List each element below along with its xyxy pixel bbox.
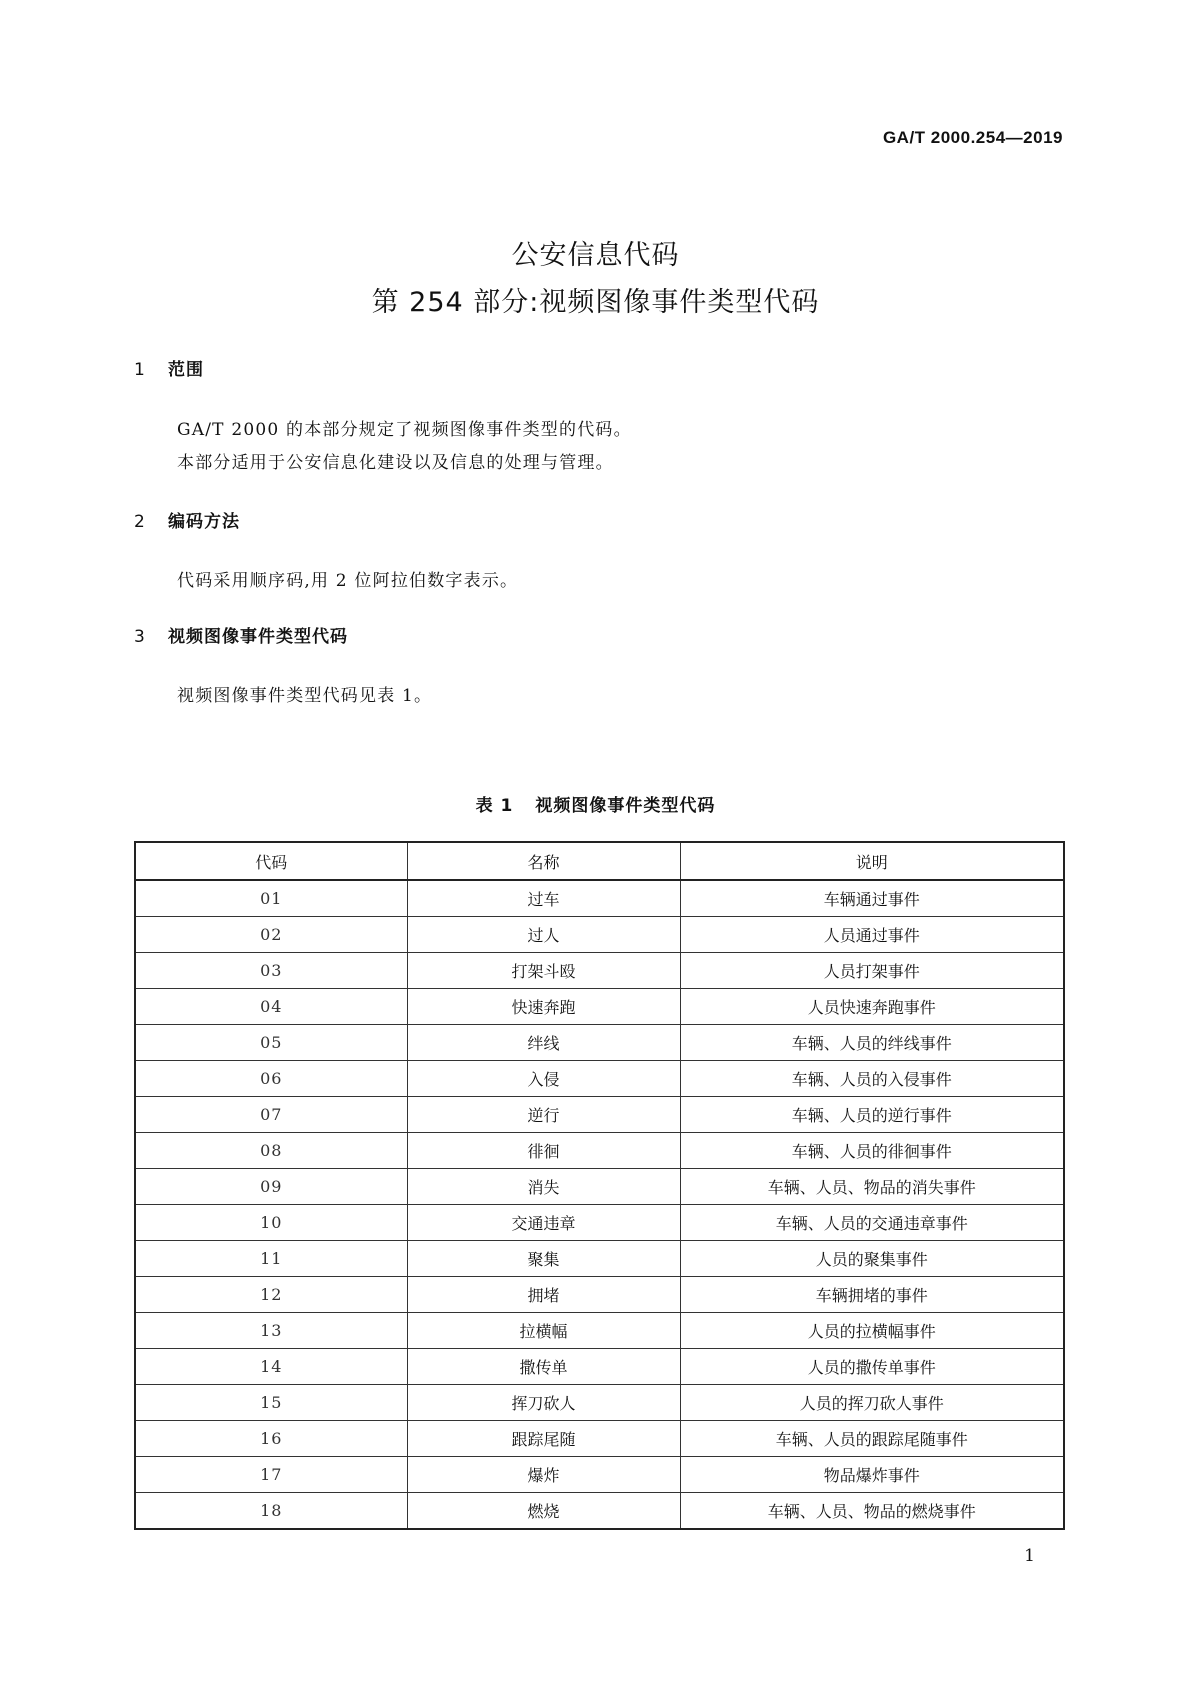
- cell-description: 车辆、人员的徘徊事件: [680, 1133, 1064, 1169]
- cell-name: 过车: [407, 880, 680, 917]
- table-caption-title: 视频图像事件类型代码: [535, 796, 716, 816]
- cell-description: 人员的挥刀砍人事件: [680, 1385, 1064, 1421]
- cell-name: 爆炸: [407, 1457, 680, 1493]
- cell-code: 05: [135, 1025, 407, 1061]
- column-header-code: 代码: [135, 842, 407, 880]
- table-row: [135, 1457, 1064, 1493]
- cell-description: 车辆拥堵的事件: [680, 1277, 1064, 1313]
- cell-code: 06: [135, 1061, 407, 1097]
- table-row: [135, 1061, 1064, 1097]
- column-header-description: 说明: [680, 842, 1064, 880]
- page-number: 1: [1024, 1546, 1035, 1566]
- cell-name: 打架斗殴: [407, 953, 680, 989]
- cell-code: 14: [135, 1349, 407, 1385]
- table-row: [135, 989, 1064, 1025]
- cell-name: 逆行: [407, 1097, 680, 1133]
- cell-code: 07: [135, 1097, 407, 1133]
- cell-code: 12: [135, 1277, 407, 1313]
- cell-code: 10: [135, 1205, 407, 1241]
- cell-description: 车辆、人员的绊线事件: [680, 1025, 1064, 1061]
- cell-code: 01: [135, 880, 407, 917]
- cell-description: 车辆、人员的入侵事件: [680, 1061, 1064, 1097]
- table-row: [135, 1493, 1064, 1530]
- cell-name: 入侵: [407, 1061, 680, 1097]
- cell-code: 08: [135, 1133, 407, 1169]
- cell-code: 09: [135, 1169, 407, 1205]
- document-subtitle: 第 254 部分:视频图像事件类型代码: [371, 287, 820, 318]
- section-number: 1: [134, 360, 146, 380]
- cell-code: 04: [135, 989, 407, 1025]
- cell-name: 跟踪尾随: [407, 1421, 680, 1457]
- cell-description: 车辆通过事件: [680, 880, 1064, 917]
- table-row: [135, 1169, 1064, 1205]
- cell-code: 15: [135, 1385, 407, 1421]
- cell-name: 绊线: [407, 1025, 680, 1061]
- table-row: [135, 1241, 1064, 1277]
- table-row: [135, 880, 1064, 917]
- column-header-name: 名称: [407, 842, 680, 880]
- cell-description: 人员打架事件: [680, 953, 1064, 989]
- cell-description: 人员的拉横幅事件: [680, 1313, 1064, 1349]
- cell-name: 交通违章: [407, 1205, 680, 1241]
- table-row: [135, 1205, 1064, 1241]
- cell-description: 物品爆炸事件: [680, 1457, 1064, 1493]
- section-title: 视频图像事件类型代码: [168, 627, 348, 647]
- paragraph: 视频图像事件类型代码见表 1。: [177, 686, 433, 706]
- cell-code: 17: [135, 1457, 407, 1493]
- event-type-code-table: [134, 841, 1065, 1530]
- table-row: [135, 1133, 1064, 1169]
- cell-code: 18: [135, 1493, 407, 1530]
- cell-description: 车辆、人员的跟踪尾随事件: [680, 1421, 1064, 1457]
- cell-description: 车辆、人员的逆行事件: [680, 1097, 1064, 1133]
- paragraph: 代码采用顺序码,用 2 位阿拉伯数字表示。: [177, 571, 519, 591]
- cell-name: 撒传单: [407, 1349, 680, 1385]
- table-row: [135, 1385, 1064, 1421]
- cell-name: 挥刀砍人: [407, 1385, 680, 1421]
- table-row: [135, 1277, 1064, 1313]
- cell-code: 16: [135, 1421, 407, 1457]
- cell-description: 车辆、人员的交通违章事件: [680, 1205, 1064, 1241]
- standard-code: GA/T 2000.254—2019: [882, 128, 1063, 147]
- table-row: [135, 1025, 1064, 1061]
- document-title: 公安信息代码: [511, 240, 680, 271]
- section-number: 2: [134, 512, 146, 532]
- table-row: [135, 1349, 1064, 1385]
- table-row: [135, 917, 1064, 953]
- cell-description: 车辆、人员、物品的消失事件: [680, 1169, 1064, 1205]
- cell-name: 拉横幅: [407, 1313, 680, 1349]
- cell-description: 车辆、人员、物品的燃烧事件: [680, 1493, 1064, 1530]
- table-row: [135, 1421, 1064, 1457]
- section-heading: [134, 507, 240, 532]
- section-heading: [134, 355, 204, 380]
- table-caption: [0, 791, 1191, 816]
- section-title: 编码方法: [168, 512, 240, 532]
- cell-name: 徘徊: [407, 1133, 680, 1169]
- section-number: 3: [134, 627, 146, 647]
- table-row: [135, 1313, 1064, 1349]
- cell-code: 03: [135, 953, 407, 989]
- cell-name: 燃烧: [407, 1493, 680, 1530]
- cell-name: 消失: [407, 1169, 680, 1205]
- table-body: [135, 880, 1064, 1529]
- cell-description: 人员的聚集事件: [680, 1241, 1064, 1277]
- table-header-row: [135, 842, 1064, 880]
- section-heading: [134, 622, 348, 647]
- cell-code: 11: [135, 1241, 407, 1277]
- cell-name: 拥堵: [407, 1277, 680, 1313]
- cell-code: 13: [135, 1313, 407, 1349]
- section-title: 范围: [168, 360, 204, 380]
- cell-name: 聚集: [407, 1241, 680, 1277]
- table-row: [135, 1097, 1064, 1133]
- paragraph: 本部分适用于公安信息化建设以及信息的处理与管理。: [177, 453, 614, 473]
- cell-name: 过人: [407, 917, 680, 953]
- cell-name: 快速奔跑: [407, 989, 680, 1025]
- paragraph: GA/T 2000 的本部分规定了视频图像事件类型的代码。: [177, 420, 632, 440]
- table-caption-number: 表 1: [475, 796, 514, 816]
- cell-description: 人员的撒传单事件: [680, 1349, 1064, 1385]
- table-row: [135, 953, 1064, 989]
- cell-description: 人员快速奔跑事件: [680, 989, 1064, 1025]
- cell-code: 02: [135, 917, 407, 953]
- cell-description: 人员通过事件: [680, 917, 1064, 953]
